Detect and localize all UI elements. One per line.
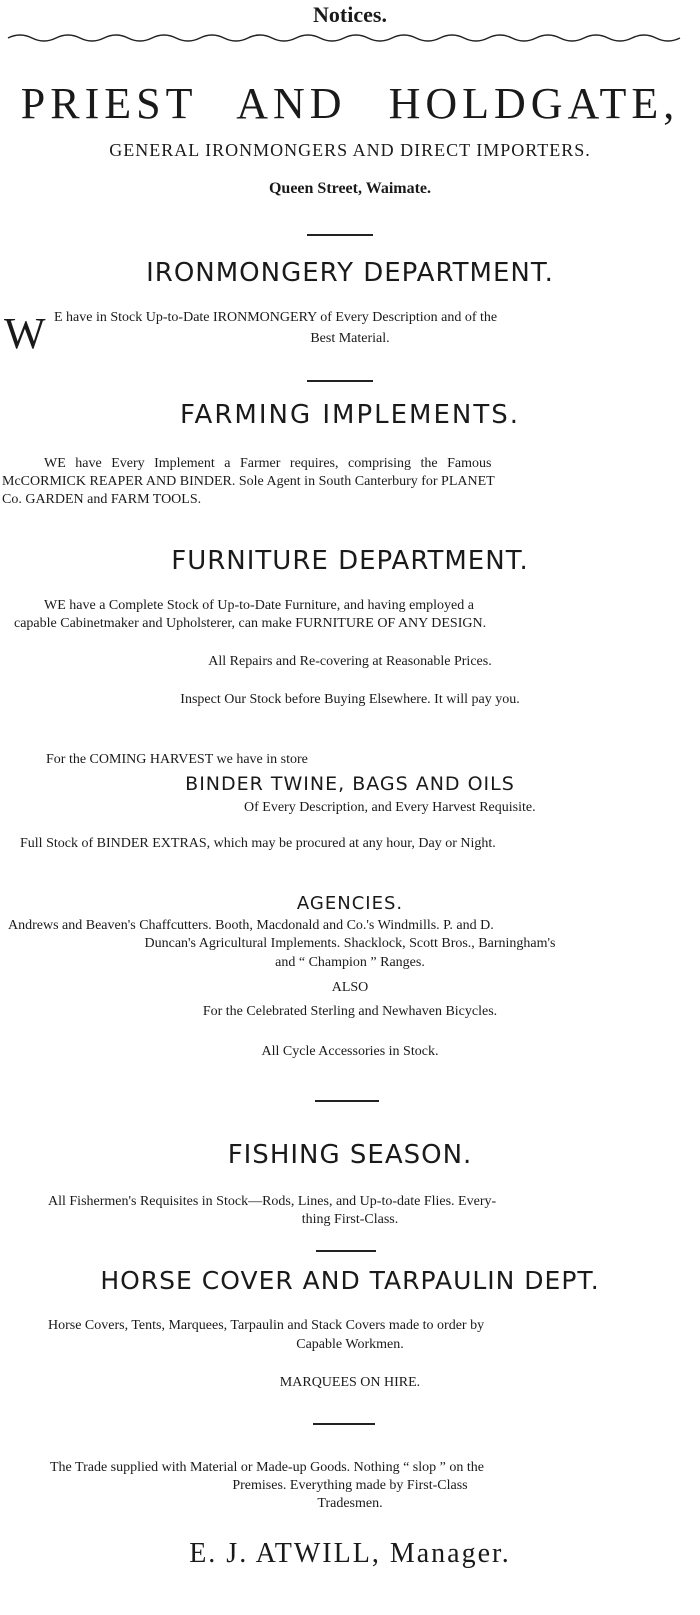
divider xyxy=(316,1250,376,1252)
furniture-inspect: Inspect Our Stock before Buying Elsewhere. It will pay you. xyxy=(180,692,520,707)
farming-line-1: WE have Every Implement a Farmer requires, comprising the Famous xyxy=(44,456,492,471)
farming-line-2: McCORMICK REAPER AND BINDER. Sole Agent in South Canterbury for PLANET xyxy=(2,474,495,489)
trade-line-1: The Trade supplied with Material or Made-up Goods. Nothing “ slop ” on the xyxy=(50,1460,484,1475)
fishing-heading: FISHING SEASON. xyxy=(227,1140,473,1170)
drop-cap: W xyxy=(4,309,46,358)
furniture-heading: FURNITURE DEPARTMENT. xyxy=(171,546,529,576)
agencies-line-3: and “ Champion ” Ranges. xyxy=(275,955,425,970)
furniture-line-2: capable Cabinetmaker and Upholsterer, can make FURNITURE OF ANY DESIGN. xyxy=(14,616,487,631)
ironmongery-line-2: Best Material. xyxy=(310,331,390,346)
agencies-line-1: Andrews and Beaven's Chaffcutters. Booth, Macdonald and Co.'s Windmills. P. and D. xyxy=(8,918,494,933)
divider xyxy=(307,234,373,236)
furniture-repairs: All Repairs and Re-covering at Reasonable Prices. xyxy=(208,654,492,669)
horse-line-1: Horse Covers, Tents, Marquees, Tarpaulin and Stack Covers made to order by xyxy=(48,1318,485,1333)
firm-subtitle: GENERAL IRONMONGERS AND DIRECT IMPORTERS. xyxy=(109,140,591,160)
agencies-also: ALSO xyxy=(331,980,369,995)
divider xyxy=(307,380,373,382)
horse-line-2: Capable Workmen. xyxy=(296,1337,404,1352)
agencies-heading: AGENCIES. xyxy=(296,893,404,914)
fishing-line-2: thing First-Class. xyxy=(301,1212,399,1227)
furniture-line-1: WE have a Complete Stock of Up-to-Date Furniture, and having employed a xyxy=(44,598,474,613)
trade-line-2: Premises. Everything made by First-Class xyxy=(232,1478,468,1493)
divider xyxy=(315,1100,379,1102)
firm-address: Queen Street, Waimate. xyxy=(268,180,432,197)
harvest-intro: For the COMING HARVEST we have in store xyxy=(46,752,308,767)
harvest-heading: BINDER TWINE, BAGS AND OILS xyxy=(185,773,515,795)
harvest-extras: Full Stock of BINDER EXTRAS, which may be procured at any hour, Day or Night. xyxy=(20,836,496,851)
farming-line-3: Co. GARDEN and FARM TOOLS. xyxy=(2,492,202,507)
fishing-line-1: All Fishermen's Requisites in Stock—Rods, Lines, and Up-to-date Flies. Every- xyxy=(48,1194,497,1209)
manager-signature: E. J. ATWILL, Manager. xyxy=(189,1538,511,1569)
agencies-bicycles: For the Celebrated Sterling and Newhaven Bicycles. xyxy=(202,1004,498,1019)
divider xyxy=(313,1423,375,1425)
firm-name: PRIEST AND HOLDGATE, xyxy=(20,79,680,128)
farming-heading: FARMING IMPLEMENTS. xyxy=(179,400,521,430)
horse-heading: HORSE COVER AND TARPAULIN DEPT. xyxy=(100,1266,600,1295)
trade-line-3: Tradesmen. xyxy=(317,1496,383,1511)
harvest-sub: Of Every Description, and Every Harvest Requisite. xyxy=(244,800,536,815)
horse-hire: MARQUEES ON HIRE. xyxy=(279,1375,421,1390)
notices-header: Notices. xyxy=(313,2,387,27)
agencies-accessories: All Cycle Accessories in Stock. xyxy=(261,1044,439,1059)
agencies-line-2: Duncan's Agricultural Implements. Shacklock, Scott Bros., Barningham's xyxy=(144,936,556,951)
wavy-rule xyxy=(0,32,700,46)
ironmongery-heading: IRONMONGERY DEPARTMENT. xyxy=(146,258,554,288)
ironmongery-line-1: E have in Stock Up-to-Date IRONMONGERY of Every Description and of the xyxy=(54,310,498,325)
